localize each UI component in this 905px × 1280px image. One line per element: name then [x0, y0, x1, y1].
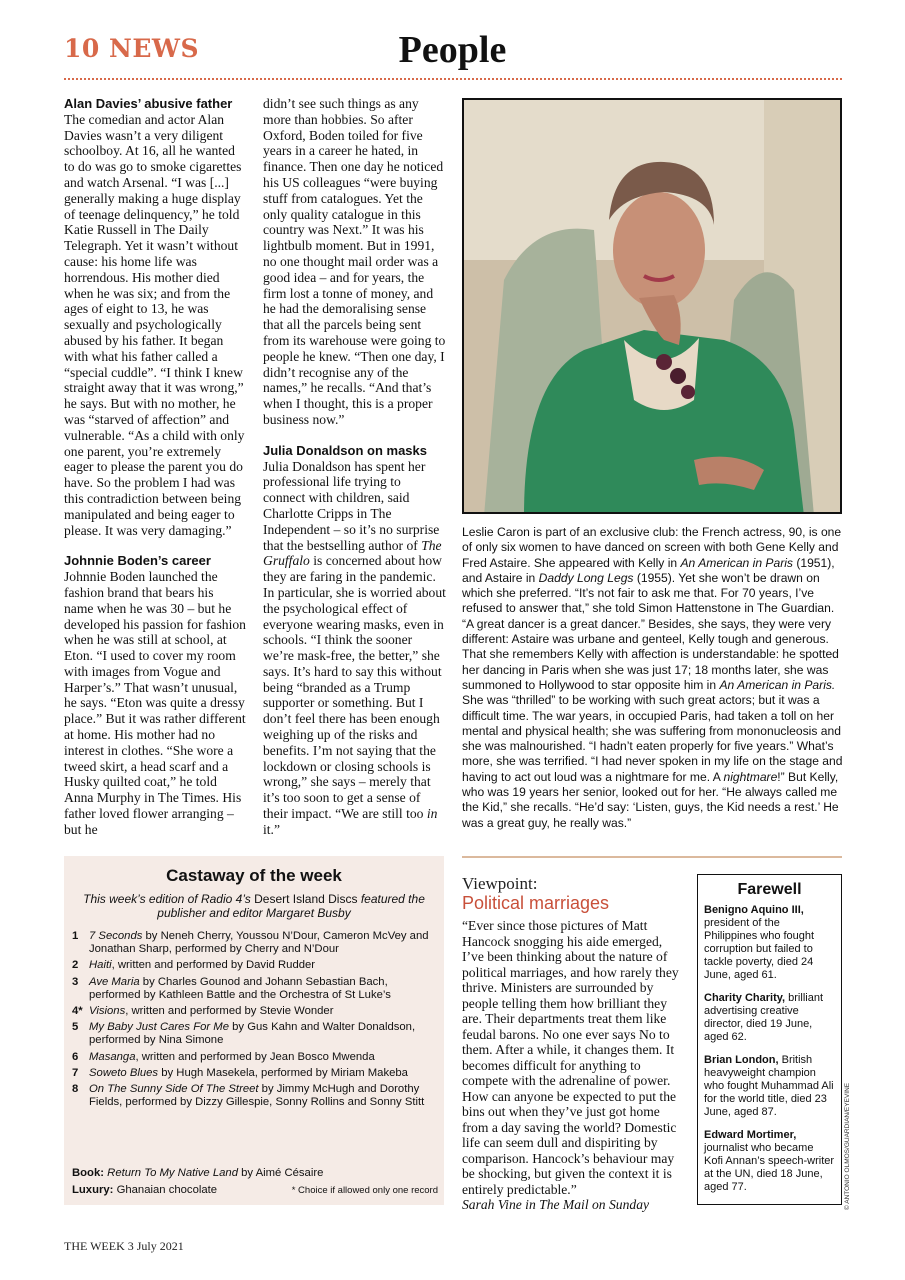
- castaway-book: Book: Return To My Native Land by Aimé Césaire: [72, 1167, 324, 1179]
- page-footer: THE WEEK 3 July 2021: [64, 1239, 184, 1253]
- story-heading-alan-davies: Alan Davies’ abusive father: [64, 96, 233, 111]
- castaway-intro: This week’s edition of Radio 4’s Desert Island Discs featured the publisher and editor Margaret Busby: [83, 892, 425, 920]
- obituary-entry: Charity Charity, brilliant advertising creative director, died 19 June, aged 62.: [704, 992, 823, 1043]
- list-item: 6 Masanga, written and performed by Jean Bosco Mwenda: [72, 1050, 375, 1063]
- feature-caption: Leslie Caron is part of an exclusive club: the French actress, 90, is one of only six women to have danced on screen with both Gene Kelly and Fred Astaire. She appeared with Kelly in An American in Paris (1951), and Astaire in Daddy Long Legs (1955). Yet she won’t be drawn on which she preferred. “It’s not fair to ask me that. For 70 years, I’ve refused to answer that,” she told Simon Hattenstone in The Guardian. “A great dancer is a great dancer.” Besides, she says, they were very different: Astaire was urbane and genteel, Kelly tough and generous. That she remembers Kelly with affection is understandable: he spotted her dancing in Paris when she was just 17; 18 months later, she was summoned to Hollywood to star opposite him in An American in Paris. She was “thrilled” to be working with such great actors; but it was a difficult time. The war years, in occupied Paris, had taken a toll on her mental and physical health; she was suffering from mononucleosis and she was malnourished. “I hadn’t eaten properly for five years.” What’s more, she was terrified. “I had never spoken in my life on the stage and having to act out loud was a nightmare for me. A nightmare!” But Kelly, who was 19 years her senior, looked out for her. “He always called me the Kid,” she recalls. “He’d say: ‘Listen, guys, the Kid needs a rest.’ He was a great guy, he really was.”: [462, 525, 843, 830]
- column-2: [263, 96, 446, 838]
- feature-divider: [462, 856, 842, 858]
- castaway-note: * Choice if allowed only one record: [291, 1185, 438, 1196]
- list-item: 7 Soweto Blues by Hugh Masekela, performed by Miriam Makeba: [72, 1066, 408, 1079]
- castaway-box: [64, 856, 444, 1205]
- list-item: 8 On The Sunny Side Of The Street by Jimmy McHugh and Dorothy Fields, performed by Dizzy Gillespie, Sonny Rollins and Sonny Stitt: [72, 1083, 425, 1109]
- viewpoint-byline: Sarah Vine in The Mail on Sunday: [462, 1197, 650, 1212]
- story-body-johnnie-boden-cont: didn’t see such things as any more than hobbies. So after Oxford, Boden toiled for five years in a career he hated, in finance. Then one day he noticed his US colleagues “were buying stuff from catalogues. Yet the only quality catalogue in this country was Next.” It was his lightbulb moment. But in 1991, no one thought mail order was a good idea – and for years, the firm lost a tonne of money, and he had the demoralising sense that all the parcels being sent from its warehouse were going to people he knew. “Then one day, I didn’t recognise any of the names,” he recalls. “And that’s when I thought, this is a proper business now.”: [263, 96, 446, 427]
- photo-credit: © ANTONIO OLMOS/GUARDIAN/EYEVINE: [844, 1082, 851, 1210]
- portrait-illustration: [464, 100, 842, 514]
- farewell-title: Farewell: [737, 881, 802, 898]
- list-item: 5 My Baby Just Cares For Me by Gus Kahn and Walter Donaldson, performed by Nina Simone: [72, 1021, 416, 1047]
- feature-photo: [462, 98, 842, 514]
- film-title: An American in Paris: [680, 555, 793, 570]
- story-body-alan-davies: The comedian and actor Alan Davies wasn’t a very diligent schoolboy. At 16, all he wanted to do was go to smoke cigarettes and watch Arsenal. “I was [...] generally making a huge display of teenage delinquency,” he told Katie Russell in The Daily Telegraph. Yet it wasn’t without cause: his home life was horrendous. His mother died when he was six; and from the ages of eight to 13, he was sexually and psychologically abused by his father. It began with what his father called a “special cuddle”. “I think I knew straight away that it was wrong,” he says. But with no mother, he was “starved of affection” and vulnerable. “As a child with only one parent, you’re extremely eager to please the parent you do have. So the problem I had was this contradiction between being manipulated and being eager to please. It was very damaging.”: [64, 111, 245, 538]
- section-label: 10 NEWS: [64, 34, 200, 63]
- obituary-entry: Edward Mortimer, journalist who became Kofi Annan’s speech-writer at the UN, died 18 June, aged 77.: [704, 1129, 835, 1193]
- obituary-entry: Benigno Aquino III, president of the Philippines who fought corruption but failed to tackle poverty, died 24 June, aged 61.: [704, 904, 815, 981]
- viewpoint-kicker: Viewpoint:: [462, 874, 538, 893]
- story-body-johnnie-boden: Johnnie Boden launched the fashion brand that bears his name when he was 30 – but he developed his passion for fashion when he was still at school, at Eton. “I used to cover my room with images from Vogue and Harper’s.” That wasn’t unusual, he says. “Eton was quite a dressy place.” But it was rather different at home. His mother had no interest in clothes. “She wore a tweed skirt, a head scarf and a Husky quilted coat,” he told Anna Murphy in The Times. His father loved flower arranging – but he: [64, 569, 246, 837]
- header-divider: [64, 78, 842, 80]
- story-heading-johnnie-boden: Johnnie Boden’s career: [64, 553, 211, 569]
- story-body-julia-donaldson: Julia Donaldson has spent her professional life trying to connect with children, said Charlotte Cripps in The Independent – so it’s no surprise that the bestselling author of The Gruffalo is concerned about how they are faring in the pandemic. In particular, she is worried about the psychological effect of everyone wearing masks, even in schools. “I think the sooner we’re mask-free, the better,” she says. It’s hard to say this without being “branded as a Trump supporter or something. But I don’t feel there has been enough weighing up of the risks and benefits. I’m not saying that the lockdown or closing schools is wrong,” she says – merely that it’s too soon to get a sense of their impact. “We are still too in it.”: [263, 458, 446, 837]
- viewpoint-title: Political marriages: [462, 893, 610, 913]
- list-item: 1 7 Seconds by Neneh Cherry, Youssou N’Dour, Cameron McVey and Jonathan Sharp, performed by Cherry and N’Dour: [72, 930, 429, 956]
- list-item: 3 Ave Maria by Charles Gounod and Johann Sebastian Bach, performed by Kathleen Battle and the Orchestra of St Luke’s: [72, 975, 391, 1001]
- story-heading-julia-donaldson: Julia Donaldson on masks: [263, 442, 427, 458]
- column-1: [64, 96, 246, 838]
- obituary-entry: Brian London, British heavyweight champion who fought Muhammad Ali for the world title, died 23 June, aged 87.: [704, 1054, 834, 1118]
- castaway-list: [72, 930, 438, 1112]
- castaway-luxury: Luxury: Ghanaian chocolate: [72, 1184, 218, 1196]
- list-item: 4* Visions, written and performed by Stevie Wonder: [72, 1005, 334, 1018]
- viewpoint-body: “Ever since those pictures of Matt Hancock snogging his aide emerged, I’ve been thinking about the nature of political marriages, and how rarely they thrive. Ministers are surrounded by people telling them how brilliant they are. Their departments treat them like feudal barons. No one ever says No to them. After a while, it changes them. It becomes difficult for anything to compete with the adrenaline of power. How can anyone be expected to put the bins out when they’ve just got home from a day saving the world? Domestic life can seem dull and dispiriting by comparison. Hancock’s behaviour may be shocking, but given the context it is entirely predictable.” Sarah Vine in The Mail on Sunday: [462, 918, 679, 1212]
- film-title: Daddy Long Legs: [538, 570, 634, 585]
- page-title: People: [398, 29, 507, 71]
- book-title: The Gruffalo: [263, 537, 442, 569]
- film-title: An American in Paris.: [719, 677, 836, 692]
- castaway-title: Castaway of the week: [166, 866, 342, 885]
- farewell-box: [697, 874, 842, 1205]
- list-item: 2 Haiti, written and performed by David Rudder: [72, 959, 316, 972]
